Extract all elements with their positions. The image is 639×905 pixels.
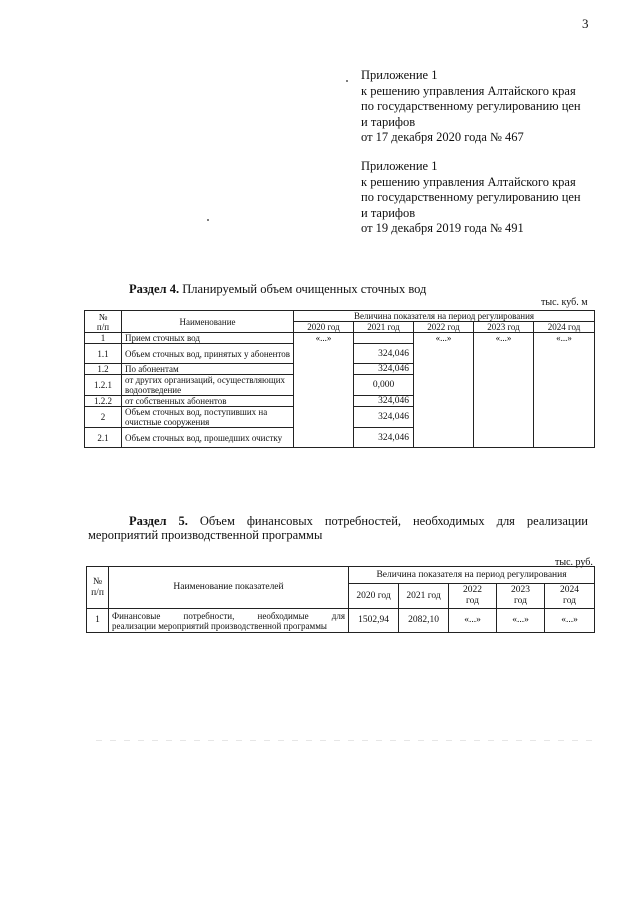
header-year: 2024 год <box>534 322 595 333</box>
appendix-block-current <box>361 68 581 146</box>
section5-units: тыс. руб. <box>555 557 593 568</box>
section4-title-label: Раздел 4. <box>129 282 180 296</box>
table-row <box>85 333 595 344</box>
appendix-line: по государственному регулированию цен <box>361 99 581 113</box>
row-num: 1.2.1 <box>85 375 122 396</box>
row-name: от других организаций, осуществляющих водоотведение <box>122 375 294 396</box>
value-2022-merged: «...» <box>414 333 474 448</box>
value-2024: «...» <box>545 609 595 633</box>
section4-table <box>84 310 595 448</box>
section5-title-line2: мероприятий производственной программы <box>88 528 323 542</box>
header-year: 2021 год <box>399 584 449 609</box>
appendix-line: и тарифов <box>361 205 416 220</box>
section4-title-text: Планируемый объем очищенных сточных вод <box>179 282 427 296</box>
header-name: Наименование показателей <box>109 567 349 609</box>
value-2021: 324,046 <box>354 396 414 407</box>
value-2023: «...» <box>497 609 545 633</box>
value-2021: 2082,10 <box>399 609 449 633</box>
row-num: 1 <box>87 609 109 633</box>
appendix-line: по государственному регулированию цен <box>361 190 581 204</box>
appendix-line: и тарифов <box>361 114 416 129</box>
header-year: 2023 год <box>474 322 534 333</box>
header-year: 2022 год <box>449 584 497 609</box>
value-2023-merged: «...» <box>474 333 534 448</box>
value-2021: 324,046 <box>354 364 414 375</box>
header-year: 2020 год <box>349 584 399 609</box>
row-num: 1.2 <box>85 364 122 375</box>
header-year: 2021 год <box>354 322 414 333</box>
value-2020: 1502,94 <box>349 609 399 633</box>
row-name: Финансовые потребности, необходимые для реализации мероприятий производственной программы <box>109 609 349 633</box>
row-num: 2.1 <box>85 428 122 448</box>
value-2021: 0,000 <box>354 375 414 396</box>
row-name: Объем сточных вод, поступивших на очистные сооружения <box>122 407 294 428</box>
section4-units: тыс. куб. м <box>541 297 588 308</box>
header-num: № п/п <box>87 567 109 609</box>
scan-speck <box>207 219 209 221</box>
row-num: 1 <box>85 333 122 344</box>
appendix-line: Приложение 1 <box>361 68 438 82</box>
section4-title <box>129 282 426 297</box>
page-number: 3 <box>582 16 589 31</box>
value-2021: 324,046 <box>354 344 414 364</box>
row-num: 1.1 <box>85 344 122 364</box>
section5-table <box>86 566 595 633</box>
header-group: Величина показателя на период регулирования <box>294 311 595 322</box>
header-year: 2024 год <box>545 584 595 609</box>
value-2021: 324,046 <box>354 428 414 448</box>
value-2021: 324,046 <box>354 407 414 428</box>
appendix-line: от 19 декабря 2019 года № 491 <box>361 221 524 235</box>
value-2024-merged: «...» <box>534 333 595 448</box>
header-year: 2023 год <box>497 584 545 609</box>
row-name: от собственных абонентов <box>122 396 294 407</box>
row-name: Прием сточных вод <box>122 333 294 344</box>
appendix-line: от 17 декабря 2020 года № 467 <box>361 130 524 144</box>
appendix-line: Приложение 1 <box>361 159 438 173</box>
section5-title-text: Объем финансовых потребностей, необходимых для реализации <box>187 514 588 528</box>
header-group: Величина показателя на период регулирования <box>349 567 595 584</box>
section5-title <box>88 514 588 542</box>
table-row <box>87 609 595 633</box>
header-year: 2020 год <box>294 322 354 333</box>
appendix-line: к решению управления Алтайского края <box>361 174 576 189</box>
row-num: 1.2.2 <box>85 396 122 407</box>
header-num: № п/п <box>85 311 122 333</box>
appendix-block-original <box>361 159 581 237</box>
row-num: 2 <box>85 407 122 428</box>
section5-title-label: Раздел 5. <box>129 514 188 528</box>
scan-faint-line <box>96 740 596 741</box>
row-name: Объем сточных вод, принятых у абонентов <box>122 344 294 364</box>
row-name: По абонентам <box>122 364 294 375</box>
appendix-line: к решению управления Алтайского края <box>361 83 576 98</box>
value-2021 <box>354 333 414 344</box>
row-name: Объем сточных вод, прошедших очистку <box>122 428 294 448</box>
header-year: 2022 год <box>414 322 474 333</box>
value-2022: «...» <box>449 609 497 633</box>
scan-speck <box>346 80 348 82</box>
value-2020-merged: «...» <box>294 333 354 448</box>
header-name: Наименование <box>122 311 294 333</box>
